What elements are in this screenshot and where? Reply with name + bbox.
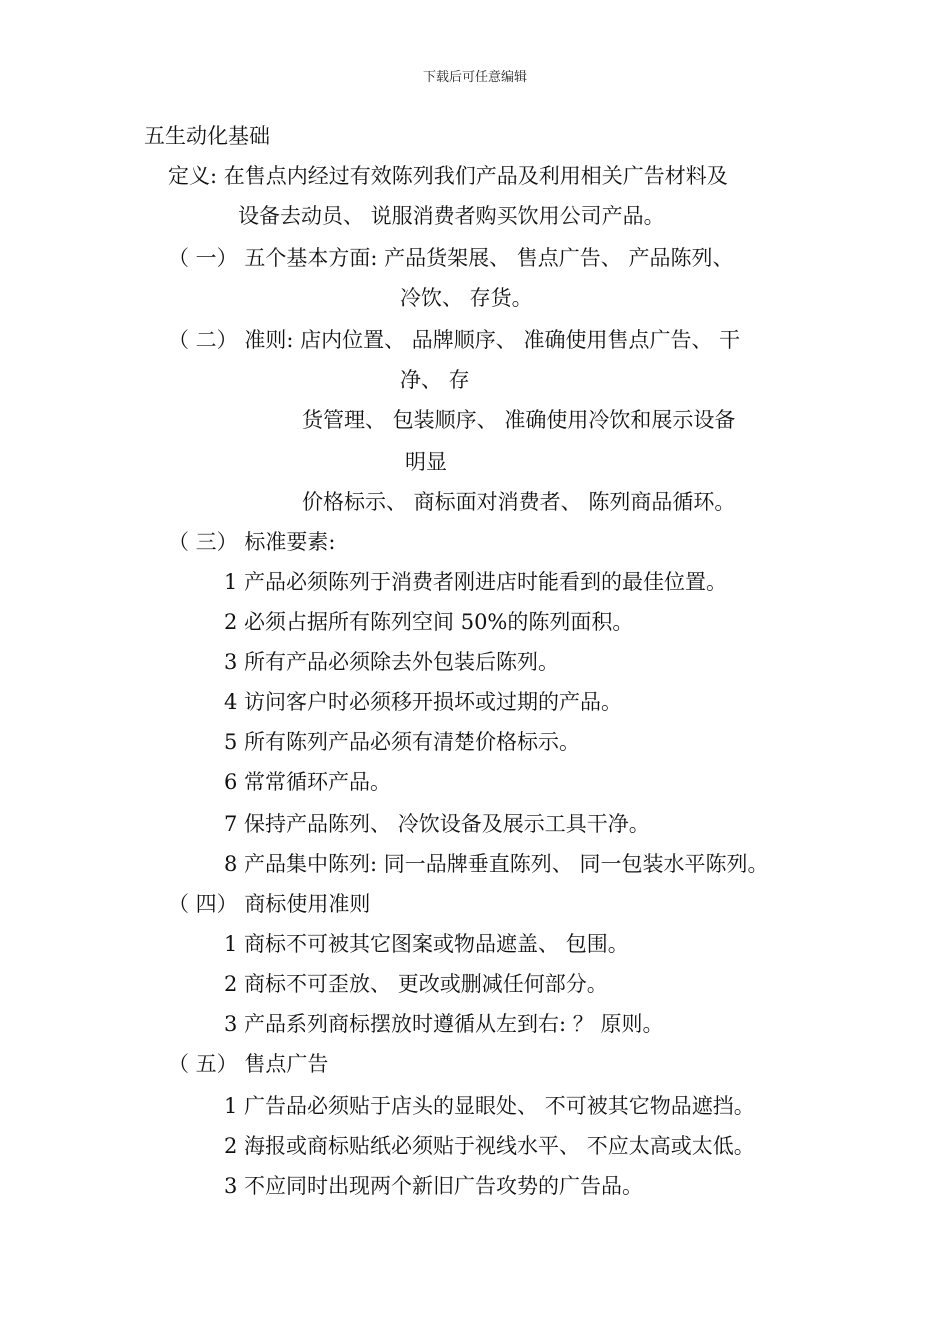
section-title: 五生动化基础 [144, 124, 270, 148]
list-item: 7 保持产品陈列、 冷饮设备及展示工具干净。 [224, 812, 650, 836]
definition-line-1: 定义: 在售点内经过有效陈列我们产品及利用相关广告材料及 [168, 164, 728, 188]
section2-line-1: （ 二） 准则: 店内位置、 品牌顺序、 准确使用售点广告、 干 [168, 328, 741, 352]
list-item: 3 产品系列商标摆放时遵循从左到右: ？ 原则。 [224, 1012, 664, 1036]
list-item: 4 访问客户时必须移开损坏或过期的产品。 [224, 690, 623, 714]
list-item: 2 必须占据所有陈列空间 50%的陈列面积。 [224, 610, 634, 634]
section4-heading: （ 四） 商标使用准则 [168, 892, 371, 916]
list-item: 6 常常循环产品。 [224, 770, 392, 794]
section3-heading: （ 三） 标准要素: [168, 530, 336, 554]
list-item: 2 海报或商标贴纸必须贴于视线水平、 不应太高或太低。 [224, 1134, 755, 1158]
section1-line-1: （ 一） 五个基本方面: 产品货架展、 售点广告、 产品陈列、 [168, 246, 734, 270]
list-item: 1 广告品必须贴于店头的显眼处、 不可被其它物品遮挡。 [224, 1094, 755, 1118]
list-item: 1 产品必须陈列于消费者刚进店时能看到的最佳位置。 [224, 570, 728, 594]
section2-line-3: 货管理、 包装顺序、 准确使用冷饮和展示设备 [302, 408, 736, 432]
list-item: 8 产品集中陈列: 同一品牌垂直陈列、 同一包装水平陈列。 [224, 852, 769, 876]
list-item: 1 商标不可被其它图案或物品遮盖、 包围。 [224, 932, 629, 956]
section2-line-5: 价格标示、 商标面对消费者、 陈列商品循环。 [302, 490, 736, 514]
definition-line-2: 设备去动员、 说服消费者购买饮用公司产品。 [238, 204, 665, 228]
section1-line-2: 冷饮、 存货。 [400, 286, 533, 310]
section5-heading: （ 五） 售点广告 [168, 1052, 329, 1076]
list-item: 2 商标不可歪放、 更改或删减任何部分。 [224, 972, 608, 996]
page-header: 下载后可任意编辑 [422, 70, 527, 85]
section2-line-2: 净、 存 [400, 368, 470, 392]
list-item: 3 所有产品必须除去外包装后陈列。 [224, 650, 560, 674]
list-item: 3 不应同时出现两个新旧广告攻势的广告品。 [224, 1174, 644, 1198]
list-item: 5 所有陈列产品必须有清楚价格标示。 [224, 730, 581, 754]
section2-line-4: 明显 [405, 450, 447, 474]
